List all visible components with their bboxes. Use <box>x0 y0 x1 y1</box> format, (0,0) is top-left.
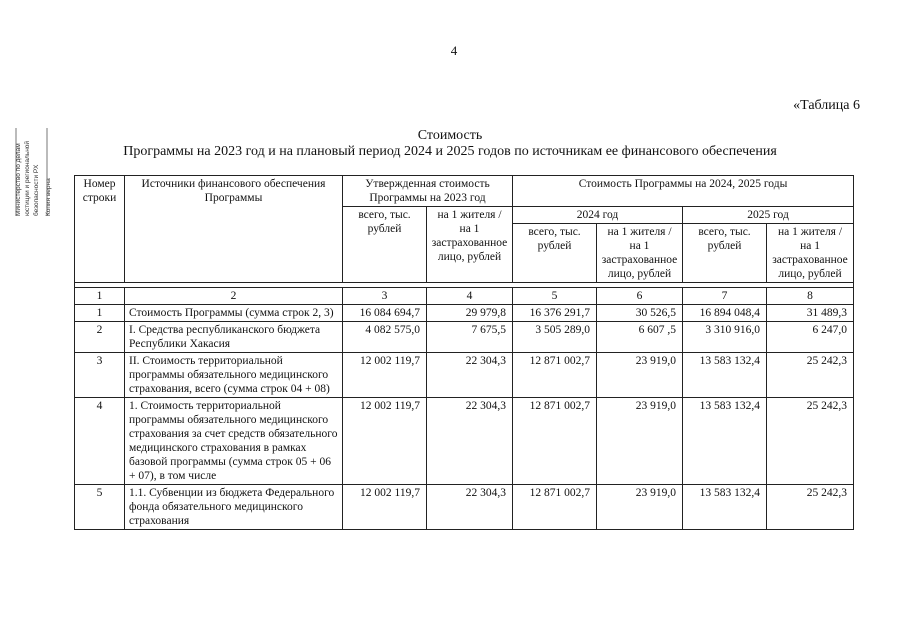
page-number: 4 <box>450 43 458 58</box>
cell-value: 12 002 119,7 <box>343 485 427 530</box>
cell-value: 12 002 119,7 <box>343 353 427 398</box>
cell-value: 13 583 132,4 <box>683 398 767 485</box>
header-year-2024: 2024 год <box>513 207 683 224</box>
header-cost-2024-2025: Стоимость Программы на 2024, 2025 годы <box>513 176 854 207</box>
header-sources: Источники финансового обеспечения Программы <box>125 176 343 283</box>
cell-value: 3 505 289,0 <box>513 322 597 353</box>
column-number-row <box>75 288 854 305</box>
header-per-resident-2025: на 1 жителя / на 1 застрахованное лицо, рублей <box>767 224 854 283</box>
column-number: 7 <box>683 288 767 305</box>
cell-value: 6 607 ,5 <box>597 322 683 353</box>
column-number: 1 <box>75 288 125 305</box>
row-number: 3 <box>75 353 125 398</box>
cell-value: 22 304,3 <box>427 353 513 398</box>
cell-value: 22 304,3 <box>427 398 513 485</box>
header-total-2025: всего, тыс. рублей <box>683 224 767 283</box>
row-name: 1.1. Субвенции из бюджета Федерального фонда обязательного медицинского страхования <box>125 485 343 530</box>
column-number: 2 <box>125 288 343 305</box>
column-number: 5 <box>513 288 597 305</box>
row-name: I. Средства республиканского бюджета Республики Хакасия <box>125 322 343 353</box>
cell-value: 6 247,0 <box>767 322 854 353</box>
title: Стоимость <box>417 128 483 143</box>
cell-value: 13 583 132,4 <box>683 353 767 398</box>
header-total-2024: всего, тыс. рублей <box>513 224 597 283</box>
cell-value: 31 489,3 <box>767 305 854 322</box>
row-name: Стоимость Программы (сумма строк 2, 3) <box>125 305 343 322</box>
cell-value: 4 082 575,0 <box>343 322 427 353</box>
table-caption: «Таблица 6 <box>793 98 860 113</box>
cell-value: 23 919,0 <box>597 485 683 530</box>
cell-value: 13 583 132,4 <box>683 485 767 530</box>
header-per-resident-2024: на 1 жителя / на 1 застрахованное лицо, рублей <box>597 224 683 283</box>
cell-value: 16 376 291,7 <box>513 305 597 322</box>
title-block <box>60 128 840 160</box>
cell-value: 30 526,5 <box>597 305 683 322</box>
header-total-2023: всего, тыс. рублей <box>343 207 427 283</box>
official-stamp <box>14 126 60 218</box>
cell-value: 12 871 002,7 <box>513 485 597 530</box>
stamp-line: Копия верна <box>45 178 52 216</box>
header-per-resident-2023: на 1 жителя / на 1 застрахованное лицо, рублей <box>427 207 513 283</box>
header-approved: Утвержденная стоимость Программы на 2023 год <box>343 176 513 207</box>
cell-value: 16 084 694,7 <box>343 305 427 322</box>
table-row <box>75 485 854 530</box>
stamp-line: безопасности РХ <box>33 164 40 216</box>
cell-value: 12 871 002,7 <box>513 353 597 398</box>
cell-value: 25 242,3 <box>767 485 854 530</box>
row-number: 1 <box>75 305 125 322</box>
cell-value: 23 919,0 <box>597 398 683 485</box>
row-name: II. Стоимость территориальной программы обязательного медицинского страхования, всего (сумма строк 04 + 08) <box>125 353 343 398</box>
table-row <box>75 353 854 398</box>
row-number: 4 <box>75 398 125 485</box>
header-row-number: Номер строки <box>75 176 125 283</box>
cell-value: 25 242,3 <box>767 398 854 485</box>
cell-value: 3 310 916,0 <box>683 322 767 353</box>
cell-value: 12 871 002,7 <box>513 398 597 485</box>
row-name: 1. Стоимость территориальной программы обязательного медицинского страхования за счет средств обязательного медицинского страхования в рамках базовой программы (сумма строк 05 + 06 + 07), в том числе <box>125 398 343 485</box>
cell-value: 16 894 048,4 <box>683 305 767 322</box>
column-number: 8 <box>767 288 854 305</box>
stamp-line: юстиции и региональной <box>24 140 31 216</box>
column-number: 6 <box>597 288 683 305</box>
table-row <box>75 398 854 485</box>
cell-value: 22 304,3 <box>427 485 513 530</box>
row-number: 5 <box>75 485 125 530</box>
column-number: 4 <box>427 288 513 305</box>
cost-table <box>74 175 854 530</box>
cell-value: 23 919,0 <box>597 353 683 398</box>
cell-value: 25 242,3 <box>767 353 854 398</box>
cell-value: 7 675,5 <box>427 322 513 353</box>
header-year-2025: 2025 год <box>683 207 854 224</box>
subtitle: Программы на 2023 год и на плановый период 2024 и 2025 годов по источникам ее финансового обеспечения <box>123 144 777 159</box>
stamp-line: Министерство по делам <box>15 143 22 216</box>
table-row <box>75 305 854 322</box>
column-number: 3 <box>343 288 427 305</box>
cell-value: 12 002 119,7 <box>343 398 427 485</box>
table-row <box>75 322 854 353</box>
row-number: 2 <box>75 322 125 353</box>
cell-value: 29 979,8 <box>427 305 513 322</box>
